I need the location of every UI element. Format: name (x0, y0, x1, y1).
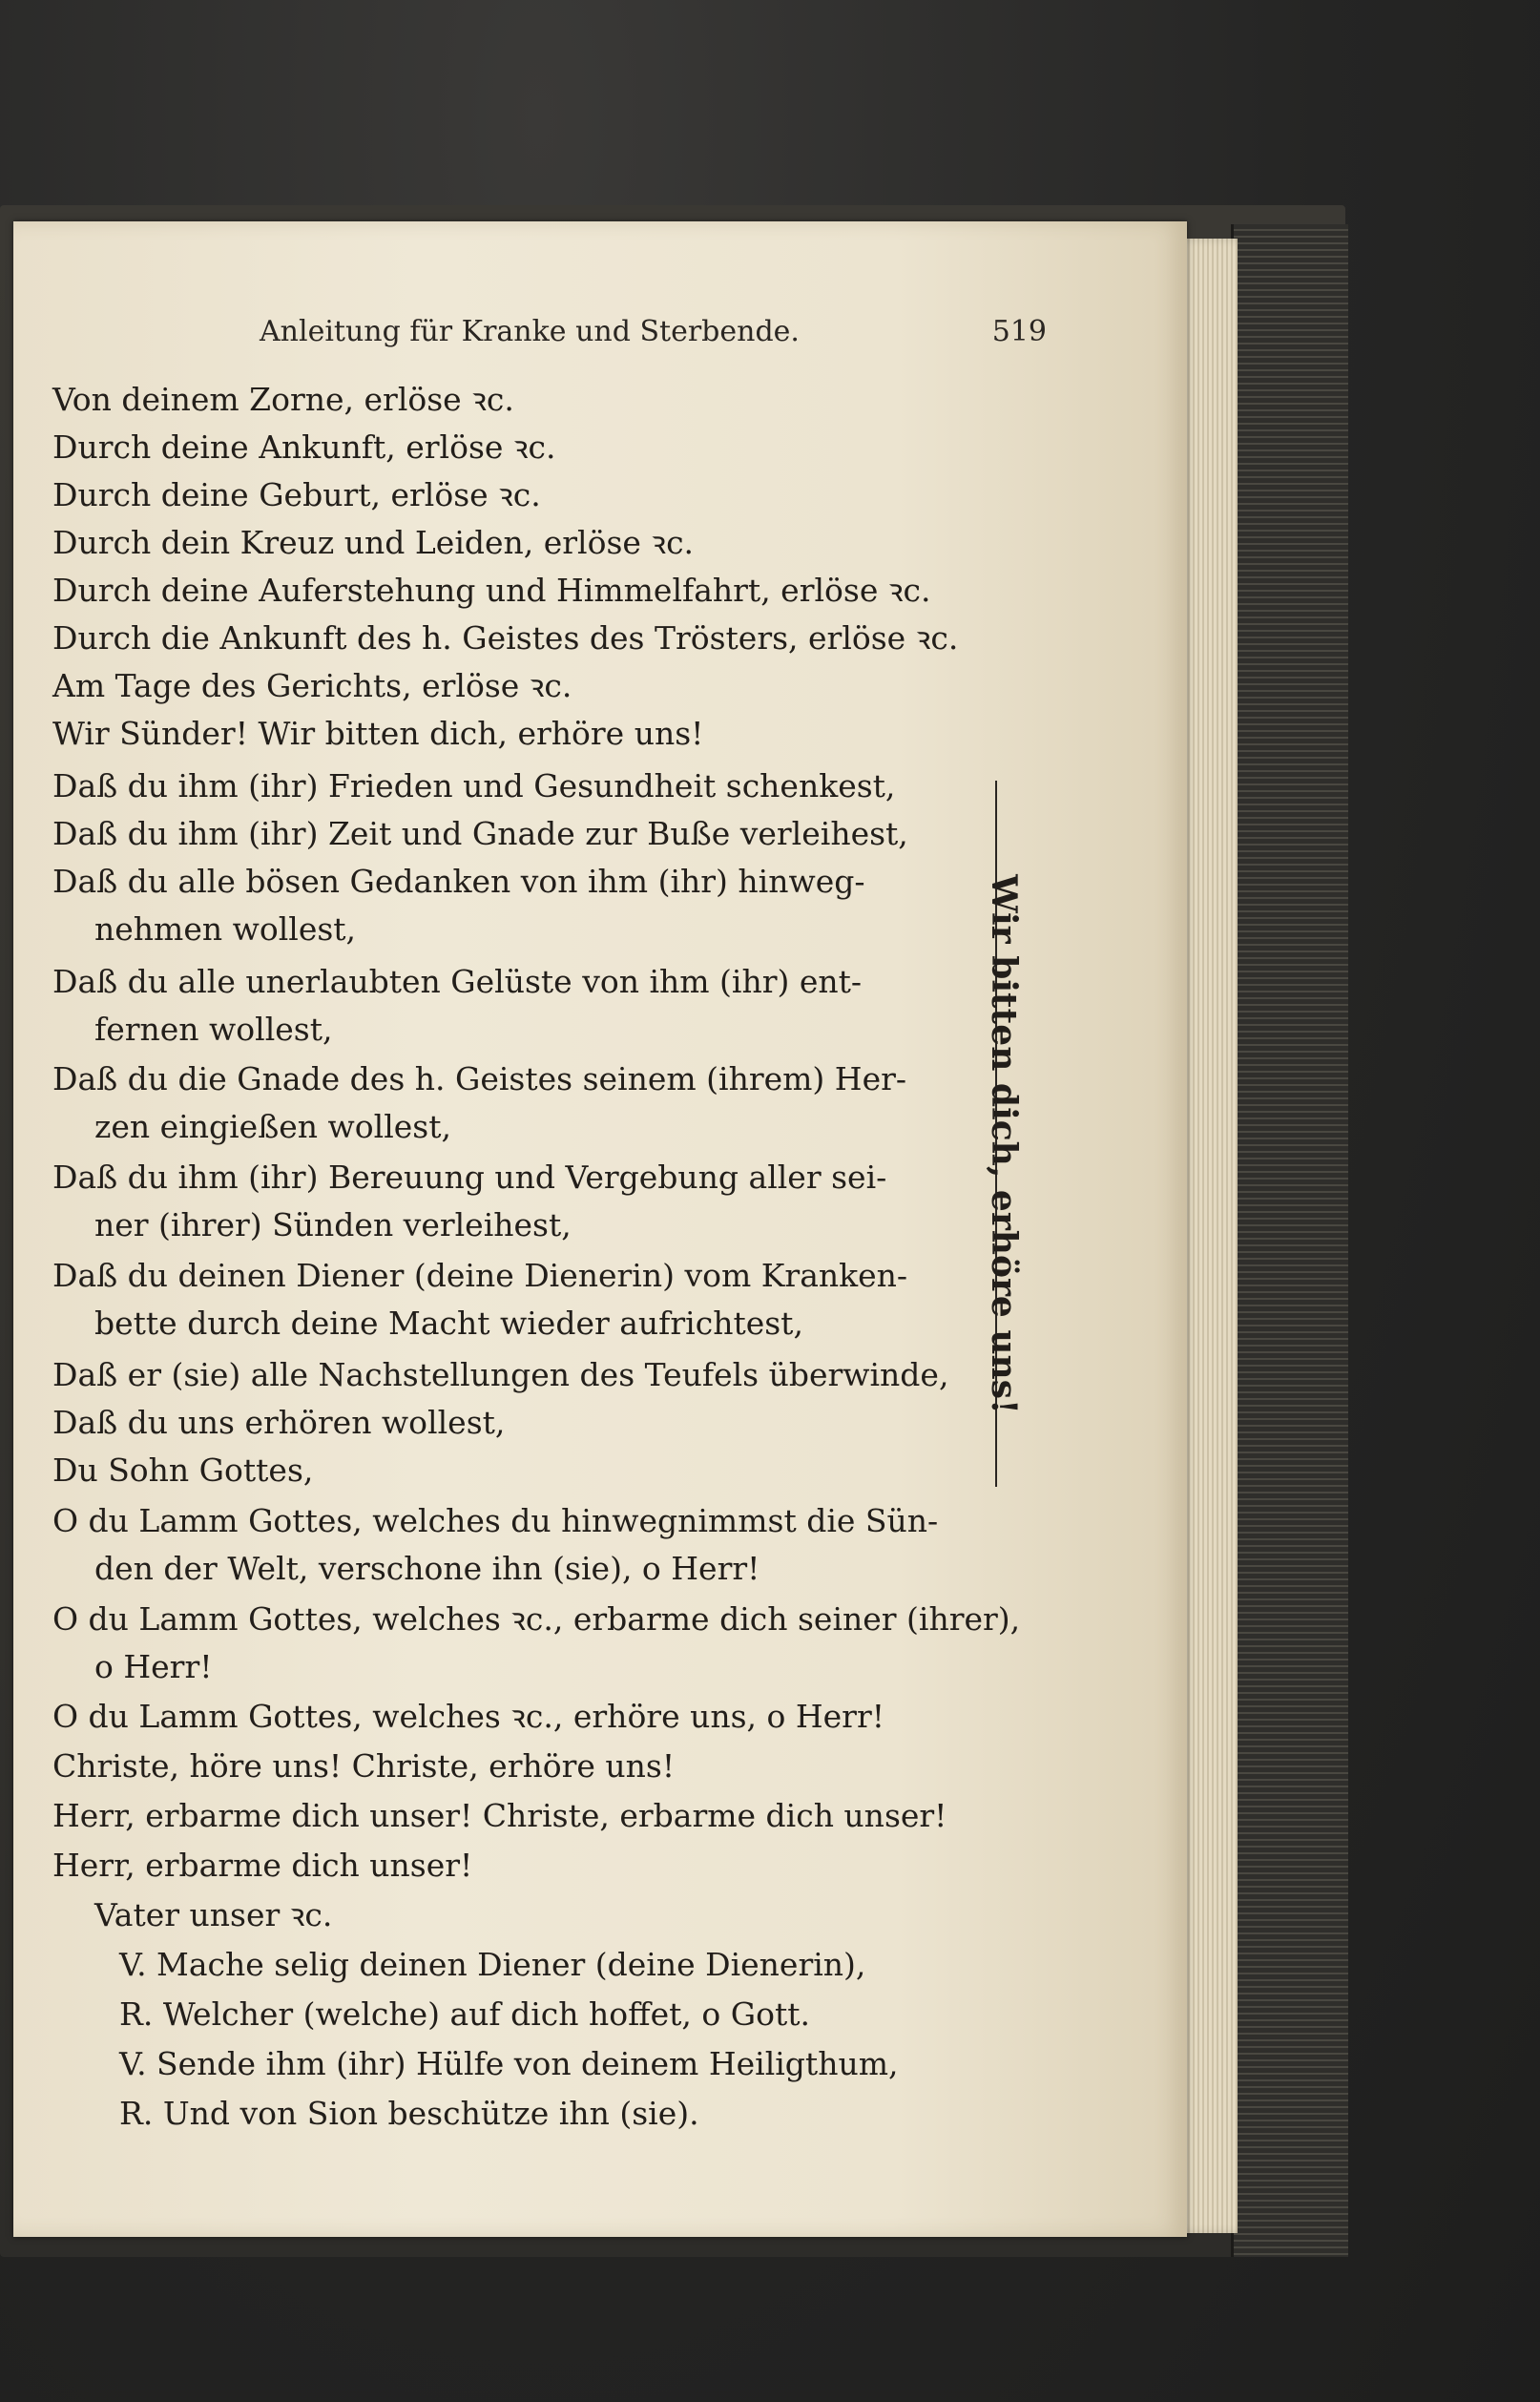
text-line: Herr, erbarme dich unser! Christe, erbarme dich unser! (52, 1797, 947, 1834)
side-response-text: Wir bitten dich, erhöre uns! (984, 874, 1024, 1414)
text-line: nehmen wollest, (94, 910, 357, 948)
text-line: den der Welt, verschone ihn (sie), o Herr! (94, 1550, 760, 1587)
text-line: Herr, erbarme dich unser! (52, 1847, 473, 1884)
running-head-title: Anleitung für Kranke und Sterbende. (260, 315, 800, 348)
running-head (260, 315, 1047, 357)
text-line: Daß du deinen Diener (deine Dienerin) vom Kranken- (52, 1257, 908, 1294)
text-line: Durch die Ankunft des h. Geistes des Trösters, erlöse ꝛc. (52, 619, 959, 657)
text-line: Daß du alle bösen Gedanken von ihm (ihr) hinweg- (52, 863, 865, 900)
text-line: ner (ihrer) Sünden verleihest, (94, 1206, 572, 1243)
text-line: Wir Sünder! Wir bitten dich, erhöre uns! (52, 715, 704, 752)
text-line: Daß er (sie) alle Nachstellungen des Teufels überwinde, (52, 1356, 949, 1393)
text-line: O du Lamm Gottes, welches ꝛc., erbarme dich seiner (ihrer), (52, 1600, 1021, 1638)
text-line: Durch dein Kreuz und Leiden, erlöse ꝛc. (52, 524, 695, 561)
text-line: Du Sohn Gottes, (52, 1452, 314, 1489)
book-spine (1231, 224, 1348, 2257)
text-line: zen eingießen wollest, (94, 1108, 451, 1145)
text-line: fernen wollest, (94, 1011, 333, 1048)
page-number: 519 (991, 315, 1047, 348)
text-line: R. Welcher (welche) auf dich hoffet, o Gott. (119, 1995, 810, 2033)
text-line: V. Mache selig deinen Diener (deine Dienerin), (119, 1946, 866, 1983)
text-line: Daß du uns erhören wollest, (52, 1404, 506, 1441)
text-line: Daß du ihm (ihr) Zeit und Gnade zur Buße verleihest, (52, 815, 908, 852)
text-line: bette durch deine Macht wieder aufrichtest, (94, 1305, 803, 1342)
text-line: Daß du ihm (ihr) Bereuung und Vergebung aller sei- (52, 1159, 887, 1196)
text-line: Christe, höre uns! Christe, erhöre uns! (52, 1747, 676, 1785)
text-line: Daß du die Gnade des h. Geistes seinem (ihrem) Her- (52, 1060, 907, 1097)
text-line: Vater unser ꝛc. (94, 1896, 333, 1933)
text-line: Am Tage des Gerichts, erlöse ꝛc. (52, 667, 572, 704)
text-line: Durch deine Geburt, erlöse ꝛc. (52, 476, 541, 513)
text-line: V. Sende ihm (ihr) Hülfe von deinem Heiligthum, (119, 2045, 899, 2082)
text-line: Von deinem Zorne, erlöse ꝛc. (52, 381, 514, 418)
text-line: Daß du alle unerlaubten Gelüste von ihm (ihr) ent- (52, 963, 863, 1000)
text-line: Durch deine Auferstehung und Himmelfahrt, erlöse ꝛc. (52, 572, 931, 609)
text-line: R. Und von Sion beschütze ihn (sie). (119, 2095, 699, 2132)
text-line: Durch deine Ankunft, erlöse ꝛc. (52, 428, 556, 466)
text-line: O du Lamm Gottes, welches du hinwegnimmst die Sün- (52, 1502, 939, 1539)
text-line: O du Lamm Gottes, welches ꝛc., erhöre uns, o Herr! (52, 1698, 884, 1735)
text-line: o Herr! (94, 1648, 213, 1685)
text-line: Daß du ihm (ihr) Frieden und Gesundheit schenkest, (52, 767, 896, 804)
